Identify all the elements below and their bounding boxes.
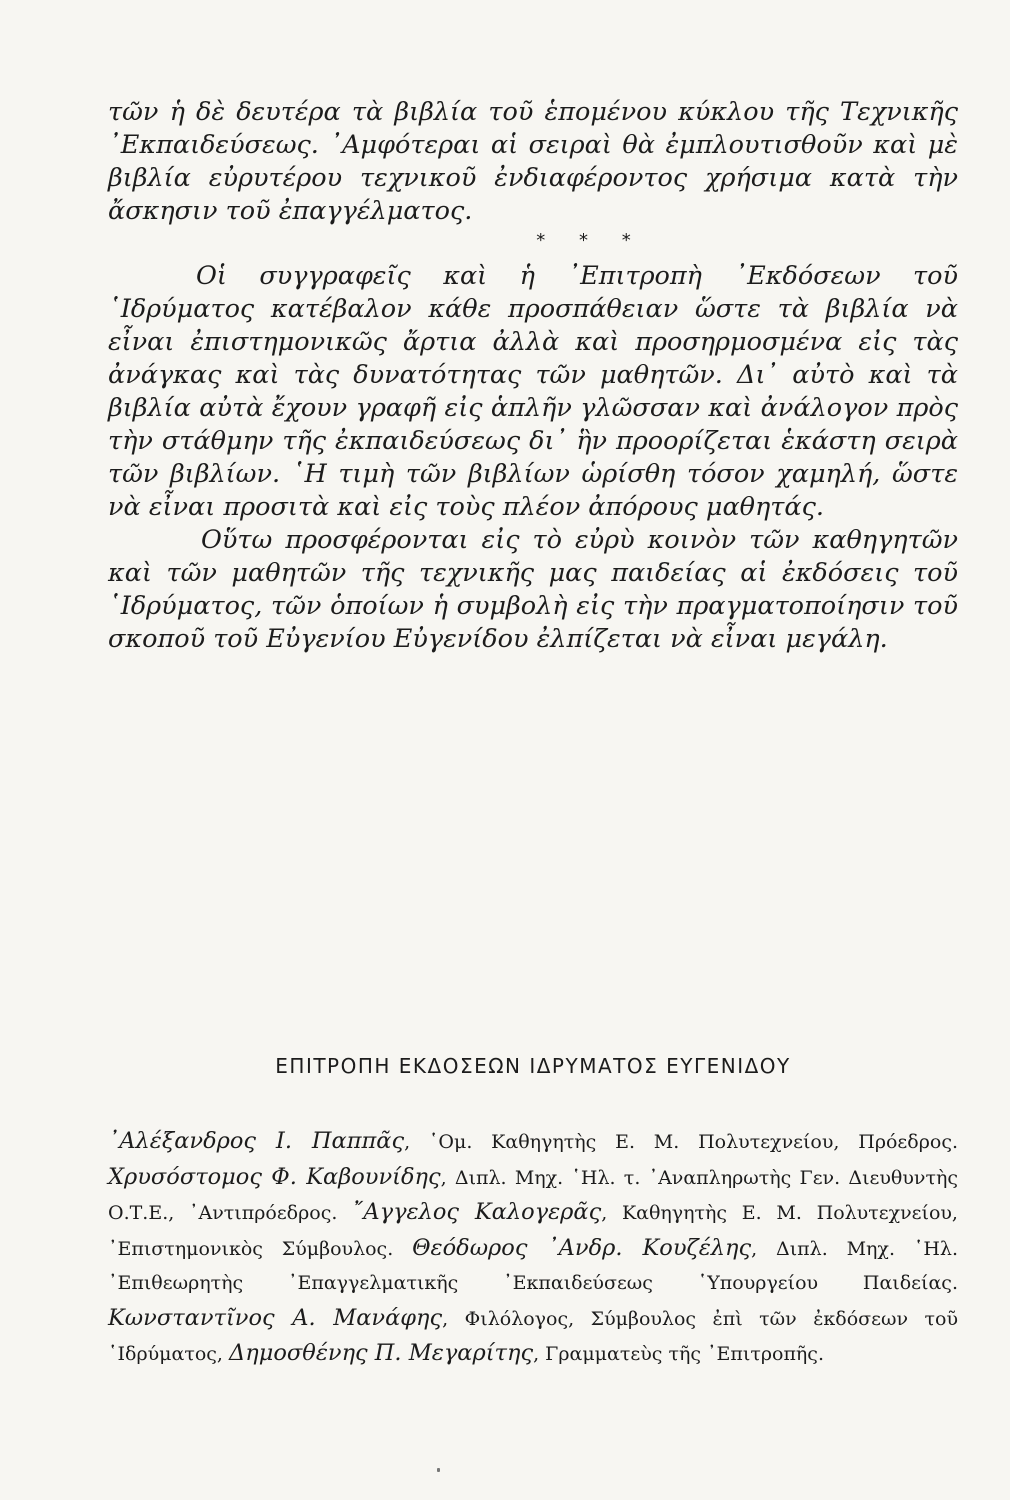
member-name: ῎Αγγελος Καλογερᾶς	[352, 1199, 602, 1225]
opening-paragraph: τῶν ἡ δὲ δευτέρα τὰ βιβλία τοῦ ἑπομένου κύκλου τῆς Τεχνικῆς ᾿Εκπαιδεύσεως. ᾿Αμφότεραι αἱ σειραὶ θὰ ἐμπλουτισθοῦν καὶ μὲ βιβλία εὐρυτέρου τεχνικοῦ ἐνδιαφέροντος χρήσιμα κατὰ τὴν ἄσκησιν τοῦ ἐπαγγέλματος.	[108, 97, 958, 226]
member-role: , Διπλ. Μηχ. ῾Ηλ. ᾿Επιθεωρητὴς ᾿Επαγγελματικῆς ᾿Εκπαιδεύσεως ῾Υπουργείου Παιδείας.	[108, 1237, 958, 1294]
member-role: , ῾Ομ. Καθηγητὴς Ε. Μ. Πολυτεχνείου, Πρόεδρος.	[404, 1131, 958, 1153]
member-name: Χρυσόστομος Φ. Καβουνίδης	[108, 1163, 441, 1190]
member-role: , Διπλ. Μηχ. ῾Ηλ. τ. ᾿Αναπληρωτὴς Γεν. Διευθυντὴς Ο.Τ.Ε., ᾿Αντιπρόεδρος.	[108, 1166, 958, 1224]
member-name: Κωνσταντῖνος Α. Μανάφης	[108, 1304, 443, 1331]
committee-heading: ΕΠΙΤΡΟΠΗ ΕΚΔΟΣΕΩΝ ΙΔΡΥΜΑΤΟΣ ΕΥΓΕΝΙΔΟΥ	[275, 1054, 791, 1078]
member-role: , Καθηγητὴς Ε. Μ. Πολυτεχνείου, ᾿Επιστημονικὸς Σύμβουλος.	[108, 1202, 958, 1260]
member-name: Θεόδωρος ᾿Ανδρ. Κουζέλης	[412, 1234, 752, 1261]
committee-members	[108, 1124, 958, 1372]
member-name: ᾿Αλέξανδρος Ι. Παππᾶς	[108, 1128, 405, 1154]
member-name: Δημοσθένης Π. Μεγαρίτης	[229, 1340, 534, 1366]
document-page	[108, 96, 958, 1476]
print-speck	[437, 1468, 440, 1472]
member-role: , Φιλόλογος, Σύμβουλος ἐπὶ τῶν ἐκδόσεων τοῦ ῾Ιδρύματος,	[108, 1307, 958, 1365]
section-separator: * * *	[536, 230, 645, 251]
closing-paragraph: Οὕτω προσφέρονται εἰς τὸ εὐρὺ κοινὸν τῶν καθηγητῶν καὶ τῶν μαθητῶν τῆς τεχνικῆς μας παιδείας αἱ ἐκδόσεις τοῦ ῾Ιδρύματος, τῶν ὁποίων ἡ συμβολὴ εἰς τὴν πραγματοποίησιν τοῦ σκοποῦ τοῦ Εὐγενίου Εὐγενίδου ἐλπίζεται νὰ εἶναι μεγάλη.	[108, 525, 958, 654]
member-role: , Γραμματεὺς τῆς ᾿Επιτροπῆς.	[533, 1343, 824, 1365]
authors-paragraph: Οἱ συγγραφεῖς καὶ ἡ ᾿Επιτροπὴ ᾿Εκδόσεων τοῦ ῾Ιδρύματος κατέβαλον κάθε προσπάθειαν ὥστε τὰ βιβλία νὰ εἶναι ἐπιστημονικῶς ἄρτια ἀλλὰ καὶ προσηρμοσμένα εἰς τὰς ἀνάγκας καὶ τὰς δυνατότητας τῶν μαθητῶν. Δι᾿ αὐτὸ καὶ τὰ βιβλία αὐτὰ ἔχουν γραφῆ εἰς ἁπλῆν γλῶσσαν καὶ ἀνάλογον πρὸς τὴν στάθμην τῆς ἐκπαιδεύσεως δι᾿ ἣν προορίζεται ἑκάστη σειρὰ τῶν βιβλίων. ῾Η τιμὴ τῶν βιβλίων ὡρίσθη τόσον χαμηλή, ὥστε νὰ εἶναι προσιτὰ καὶ εἰς τοὺς πλέον ἀπόρους μαθητάς.	[108, 261, 958, 522]
